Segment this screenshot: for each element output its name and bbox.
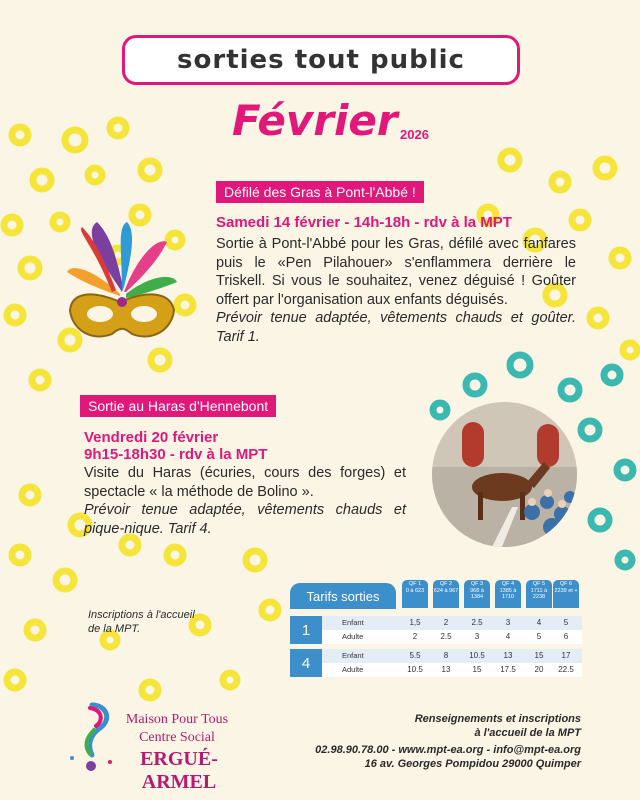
tarif-group-number: 1: [290, 616, 322, 644]
event2-date-2: 9h15-18h30 - rdv à la MPT: [84, 446, 268, 463]
qf-header: QF 3 968 à 1384: [464, 580, 490, 608]
table-cell: 4: [536, 618, 542, 627]
qf-header: QF 5 1711 à 2238: [526, 580, 552, 608]
event1-date: Samedi 14 février - 14h-18h - rdv à la MPT: [216, 214, 512, 231]
table-cell: 13: [503, 651, 513, 660]
row-label: Enfant: [342, 618, 364, 627]
table-cell: 10.5: [407, 665, 423, 674]
table-cell: 3: [474, 632, 480, 641]
row-label: Enfant: [342, 651, 364, 660]
table-cell: 5.5: [409, 651, 421, 660]
logo-line2: Centre Social: [139, 730, 215, 745]
table-cell: 2.5: [440, 632, 452, 641]
table-cell: 15: [534, 651, 544, 660]
event1-label: Défilé des Gras à Pont-l'Abbé !: [216, 181, 424, 203]
qf-header: QF 1 0 à 623: [402, 580, 428, 608]
table-cell: 10.5: [469, 651, 485, 660]
contact-heading2: à l'accueil de la MPT: [474, 727, 581, 739]
event1-description: [216, 235, 576, 346]
logo-line1: Maison Pour Tous: [125, 712, 229, 727]
table-cell: 5: [536, 632, 542, 641]
table-cell: 20: [534, 665, 544, 674]
qf-header: QF 6 2239 et +: [553, 580, 579, 608]
qf-header: QF 4 1385 à 1710: [495, 580, 521, 608]
event1-body: Sortie à Pont-l'Abbé pour les Gras, défilé avec fanfares puis le «Pen Pilahouer» s'enflammera derrière le Triskell. Si vous le souhaitez, venez déguisé ! Goûter offert par l'organisation aux enfants déguisés.: [216, 236, 576, 308]
row-label: Adulte: [342, 632, 364, 641]
table-cell: 5: [563, 618, 569, 627]
carnival-mask-image: [62, 222, 182, 347]
contact-address: 16 av. Georges Pompidou 29000 Quimper: [364, 758, 581, 770]
page-title: sorties tout public: [177, 45, 465, 75]
table-cell: 2.5: [471, 618, 483, 627]
month-heading: Février: [232, 96, 398, 145]
contact-line: 02.98.90.78.00 - www.mpt-ea.org - info@mpt-ea.org: [315, 744, 581, 756]
tarifs-title: Tarifs sorties: [290, 583, 396, 609]
event2-label: Sortie au Haras d'Hennebont: [80, 395, 276, 417]
row-label: Adulte: [342, 665, 364, 674]
qf-header: QF 2 624 à 967: [433, 580, 459, 608]
contact-heading1: Renseignements et inscriptions: [414, 713, 581, 725]
title-banner: [122, 35, 520, 85]
table-cell: 17.5: [500, 665, 516, 674]
table-cell: 15: [472, 665, 482, 674]
table-cell: 2: [443, 618, 449, 627]
table-cell: 13: [441, 665, 451, 674]
event2-note: Prévoir tenue adaptée, vêtements chauds et pique-nique. Tarif 4.: [84, 502, 406, 537]
table-cell: 4: [505, 632, 511, 641]
table-cell: 6: [563, 632, 569, 641]
logo-line3: ERGUÉ-ARMEL: [140, 748, 218, 793]
table-cell: 22.5: [558, 665, 574, 674]
event2-body: Visite du Haras (écuries, cours des forges) et spectacle « la méthode de Bolino ».: [84, 465, 406, 500]
table-cell: 2: [412, 632, 418, 641]
horse-photo: [432, 402, 577, 547]
event1-note: Prévoir tenue adaptée, vêtements chauds et goûter. Tarif 1.: [216, 310, 576, 345]
event2-date-1: Vendredi 20 février: [84, 429, 219, 446]
table-cell: 1,5: [409, 618, 421, 627]
year-label: 2026: [400, 127, 429, 142]
inscriptions-note: Inscriptions à l'accueil de la MPT.: [88, 609, 195, 635]
table-cell: 17: [561, 651, 571, 660]
table-cell: 8: [443, 651, 449, 660]
table-cell: 3: [505, 618, 511, 627]
tarif-group-number: 4: [290, 649, 322, 677]
event2-description: [84, 464, 406, 538]
